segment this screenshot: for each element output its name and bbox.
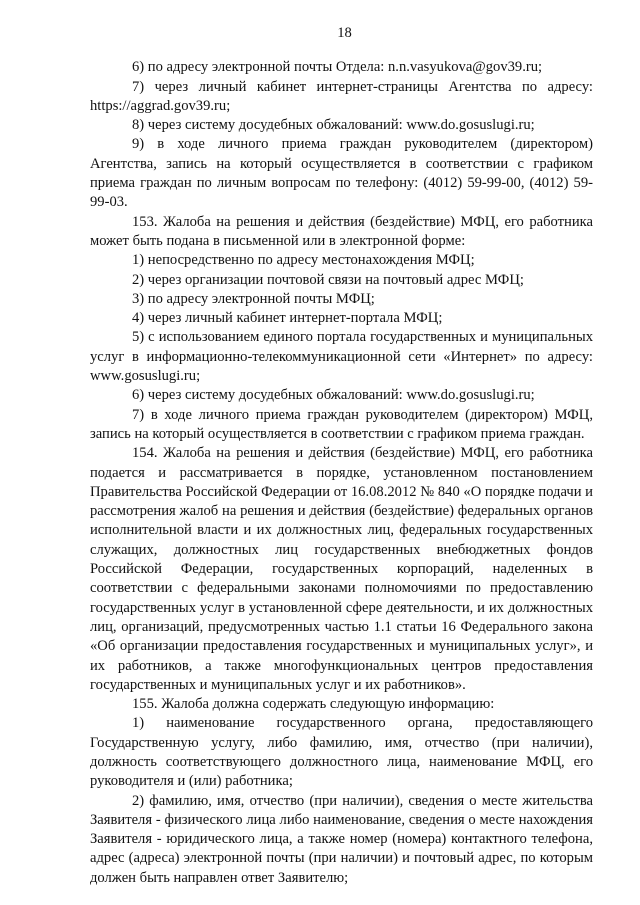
paragraph: 6) через систему досудебных обжалований: www.do.gosuslugi.ru;	[132, 387, 535, 404]
paragraph: 8) через систему досудебных обжалований: www.do.gosuslugi.ru;	[132, 117, 535, 134]
document-page	[90, 24, 593, 888]
paragraph: 9) в ходе личного приема граждан руководителем (директором) Агентства, запись на который осуществляется в соответствии с графиком приема граждан по личным вопросам по телефону: (4012) 59-99-00, (4012) 59-99-03.	[90, 136, 593, 211]
document-body	[90, 58, 593, 888]
paragraph: 154. Жалоба на решения и действия (бездействие) МФЦ, его работника подается и рассматривается в порядке, установленном постановлением Правительства Российской Федерации от 16.08.2012 № 840 «О порядке подачи и рассмотрения жалоб на решения и действия (бездействие) федеральных органов исполнительной власти и их должностных лиц, федеральных государственных служащих, должностных лиц государственных внебюджетных фондов Российской Федерации, государственных корпораций, наделенных в соответствии с федеральными законами полномочиями по предоставлению государственных услуг в установленной сфере деятельности, и их должностных лиц, организаций, предусмотренных частью 1.1 статьи 16 Федерального закона «Об организации предоставления государственных и муниципальных услуг», и их работников, а также многофункциональных центров предоставления государственных и муниципальных услуг и их работников».	[90, 445, 593, 693]
paragraph: 1) непосредственно по адресу местонахождения МФЦ;	[132, 252, 475, 269]
page-number: 18	[337, 25, 352, 41]
paragraph: 2) через организации почтовой связи на почтовый адрес МФЦ;	[132, 271, 524, 288]
paragraph: 2) фамилию, имя, отчество (при наличии), сведения о месте жительства Заявителя - физического лица либо наименование, сведения о месте нахождения Заявителя - юридического лица, а также номер (номера) контактного телефона, адрес (адреса) электронной почты (при наличии) и почтовый адрес, по которым должен быть направлен ответ Заявителю;	[90, 792, 593, 886]
paragraph: 5) с использованием единого портала государственных и муниципальных услуг в информационно-телекоммуникационной сети «Интернет» по адресу: www.gosuslugi.ru;	[90, 329, 593, 385]
paragraph: 6) по адресу электронной почты Отдела: n.n.vasyukova@gov39.ru;	[132, 59, 543, 76]
paragraph: 7) через личный кабинет интернет-страницы Агентства по адресу: https://aggrad.gov39.ru;	[90, 78, 593, 114]
paragraph: 3) по адресу электронной почты МФЦ;	[132, 290, 375, 307]
paragraph: 1) наименование государственного органа, предоставляющего Государственную услугу, либо фамилию, имя, отчество (при наличии), должность соответствующего должностного лица, наименование МФЦ, его руководителя и (или) работника;	[90, 715, 593, 790]
paragraph: 4) через личный кабинет интернет-портала МФЦ;	[132, 310, 443, 327]
paragraph: 155. Жалоба должна содержать следующую информацию:	[132, 696, 495, 713]
paragraph: 153. Жалоба на решения и действия (бездействие) МФЦ, его работника может быть подана в письменной или в электронной форме:	[90, 213, 593, 249]
paragraph: 7) в ходе личного приема граждан руководителем (директором) МФЦ, запись на который осуществляется в соответствии с графиком приема граждан.	[90, 406, 593, 442]
